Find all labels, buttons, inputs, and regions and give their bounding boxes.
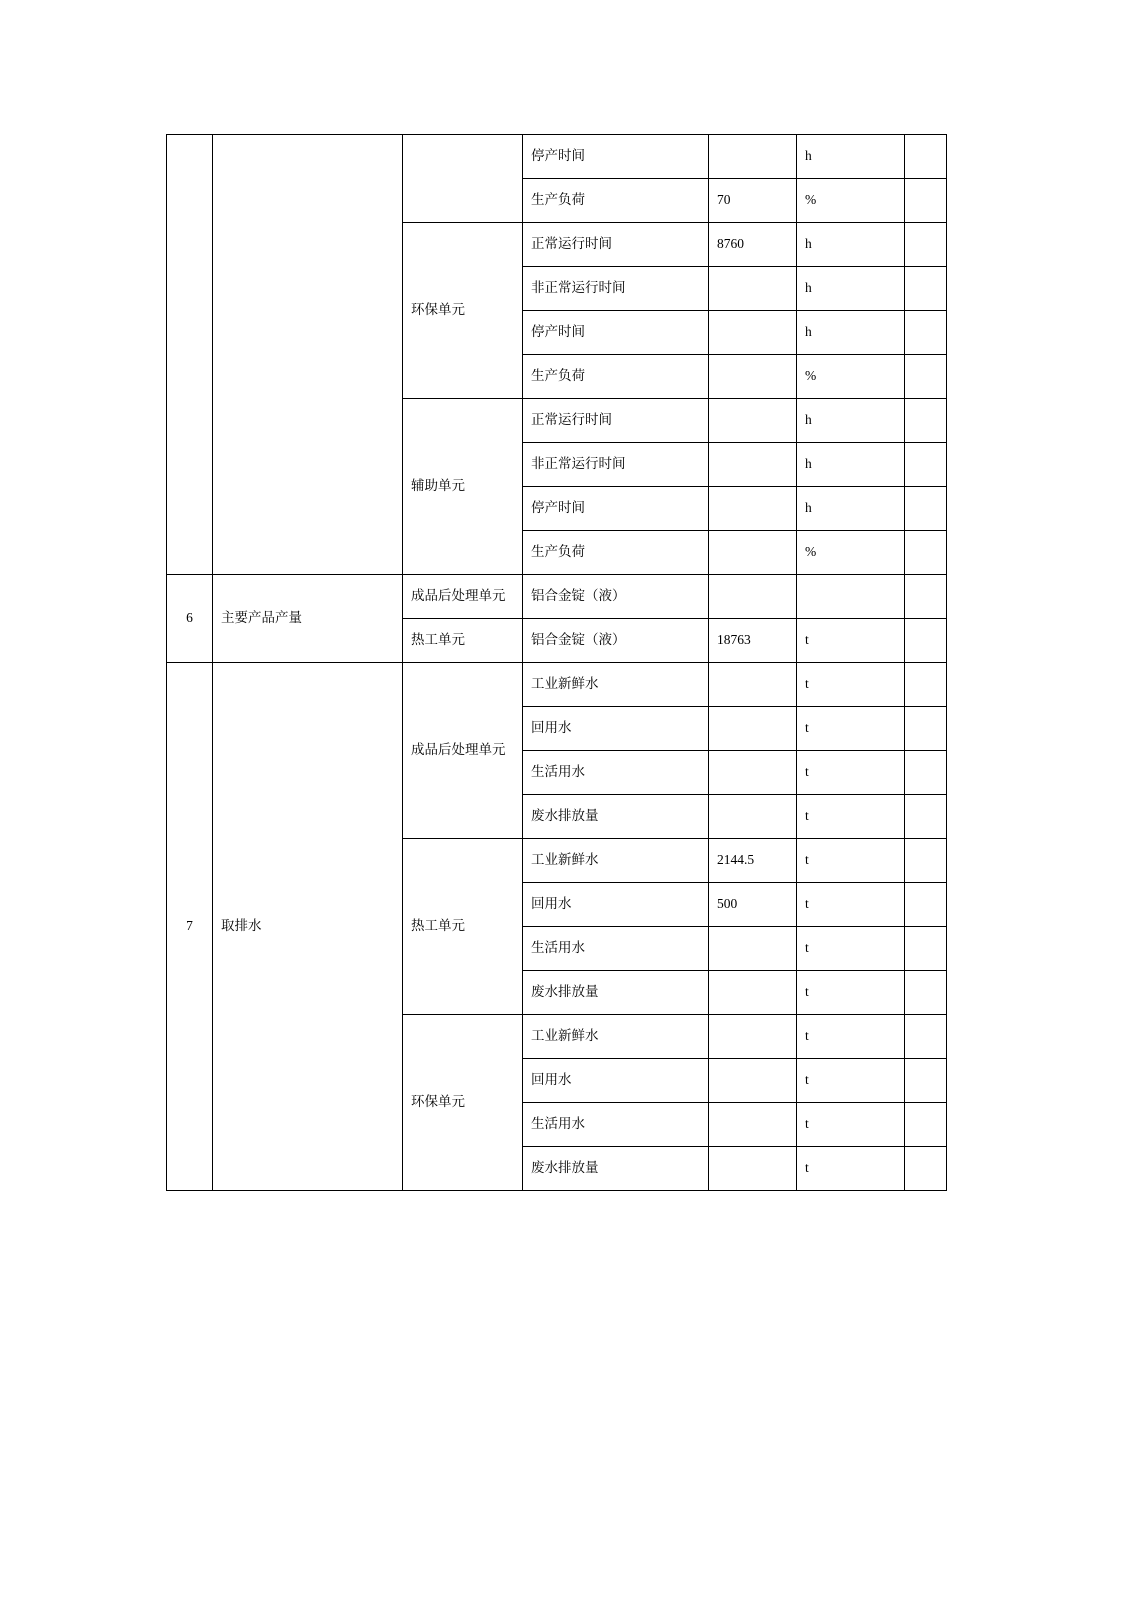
row-item-cell: 工业新鲜水 [523,1015,709,1059]
row-uom-cell: h [797,443,905,487]
row-value-cell [709,267,797,311]
row-unit-cell: 环保单元 [403,1015,523,1191]
row-item-cell: 停产时间 [523,311,709,355]
row-uom-cell: h [797,267,905,311]
row-item-cell: 停产时间 [523,487,709,531]
data-table-container [166,134,946,1191]
row-remark-cell [905,311,947,355]
row-value-cell [709,311,797,355]
row-remark-cell [905,1059,947,1103]
row-remark-cell [905,839,947,883]
row-value-cell [709,575,797,619]
row-uom-cell: h [797,487,905,531]
row-value-cell [709,1015,797,1059]
row-value-cell: 18763 [709,619,797,663]
row-remark-cell [905,531,947,575]
row-uom-cell: t [797,1103,905,1147]
row-item-cell: 生产负荷 [523,355,709,399]
row-category-cell: 主要产品产量 [213,575,403,663]
row-remark-cell [905,619,947,663]
row-uom-cell: h [797,135,905,179]
row-index-cell: 7 [167,663,213,1191]
row-item-cell: 生活用水 [523,1103,709,1147]
row-item-cell: 非正常运行时间 [523,443,709,487]
row-uom-cell: t [797,971,905,1015]
row-uom-cell: h [797,399,905,443]
row-uom-cell [797,575,905,619]
row-value-cell [709,355,797,399]
row-value-cell [709,1059,797,1103]
row-remark-cell [905,751,947,795]
row-value-cell [709,751,797,795]
row-uom-cell: % [797,179,905,223]
row-value-cell [709,443,797,487]
row-item-cell: 回用水 [523,1059,709,1103]
row-remark-cell [905,355,947,399]
row-value-cell: 2144.5 [709,839,797,883]
row-unit-cell [403,135,523,223]
row-value-cell [709,1103,797,1147]
row-unit-cell: 成品后处理单元 [403,663,523,839]
row-item-cell: 铝合金锭（液） [523,575,709,619]
table-row [167,135,947,179]
row-remark-cell [905,1103,947,1147]
row-value-cell [709,795,797,839]
row-remark-cell [905,971,947,1015]
row-item-cell: 铝合金锭（液） [523,619,709,663]
row-uom-cell: t [797,927,905,971]
row-item-cell: 生活用水 [523,927,709,971]
row-value-cell: 500 [709,883,797,927]
row-value-cell [709,971,797,1015]
row-item-cell: 生产负荷 [523,179,709,223]
row-item-cell: 废水排放量 [523,1147,709,1191]
row-uom-cell: t [797,707,905,751]
row-remark-cell [905,1147,947,1191]
row-value-cell [709,927,797,971]
table-row [167,663,947,707]
row-uom-cell: t [797,1015,905,1059]
row-uom-cell: t [797,751,905,795]
row-remark-cell [905,443,947,487]
row-remark-cell [905,883,947,927]
row-item-cell: 工业新鲜水 [523,663,709,707]
row-remark-cell [905,795,947,839]
row-value-cell [709,1147,797,1191]
row-item-cell: 生产负荷 [523,531,709,575]
row-item-cell: 回用水 [523,707,709,751]
row-index-cell: 6 [167,575,213,663]
row-value-cell [709,487,797,531]
table-row [167,575,947,619]
row-uom-cell: t [797,1147,905,1191]
row-remark-cell [905,927,947,971]
row-value-cell [709,663,797,707]
row-unit-cell: 热工单元 [403,619,523,663]
monitoring-data-table [166,134,947,1191]
row-remark-cell [905,399,947,443]
row-uom-cell: t [797,619,905,663]
row-uom-cell: t [797,839,905,883]
row-uom-cell: t [797,1059,905,1103]
row-index-cell [167,135,213,575]
row-item-cell: 停产时间 [523,135,709,179]
row-unit-cell: 热工单元 [403,839,523,1015]
row-unit-cell: 成品后处理单元 [403,575,523,619]
row-item-cell: 废水排放量 [523,795,709,839]
row-remark-cell [905,1015,947,1059]
row-category-cell: 取排水 [213,663,403,1191]
row-item-cell: 回用水 [523,883,709,927]
row-remark-cell [905,267,947,311]
row-item-cell: 正常运行时间 [523,223,709,267]
row-category-cell [213,135,403,575]
row-value-cell [709,531,797,575]
row-remark-cell [905,223,947,267]
row-item-cell: 正常运行时间 [523,399,709,443]
row-value-cell: 70 [709,179,797,223]
row-uom-cell: % [797,531,905,575]
row-remark-cell [905,135,947,179]
row-item-cell: 废水排放量 [523,971,709,1015]
row-unit-cell: 辅助单元 [403,399,523,575]
row-remark-cell [905,663,947,707]
row-item-cell: 工业新鲜水 [523,839,709,883]
row-uom-cell: % [797,355,905,399]
row-unit-cell: 环保单元 [403,223,523,399]
row-value-cell [709,399,797,443]
row-uom-cell: h [797,311,905,355]
row-remark-cell [905,487,947,531]
row-uom-cell: h [797,223,905,267]
row-remark-cell [905,707,947,751]
row-value-cell: 8760 [709,223,797,267]
row-uom-cell: t [797,883,905,927]
row-remark-cell [905,179,947,223]
row-uom-cell: t [797,663,905,707]
row-remark-cell [905,575,947,619]
row-value-cell [709,135,797,179]
row-item-cell: 生活用水 [523,751,709,795]
row-value-cell [709,707,797,751]
row-uom-cell: t [797,795,905,839]
row-item-cell: 非正常运行时间 [523,267,709,311]
